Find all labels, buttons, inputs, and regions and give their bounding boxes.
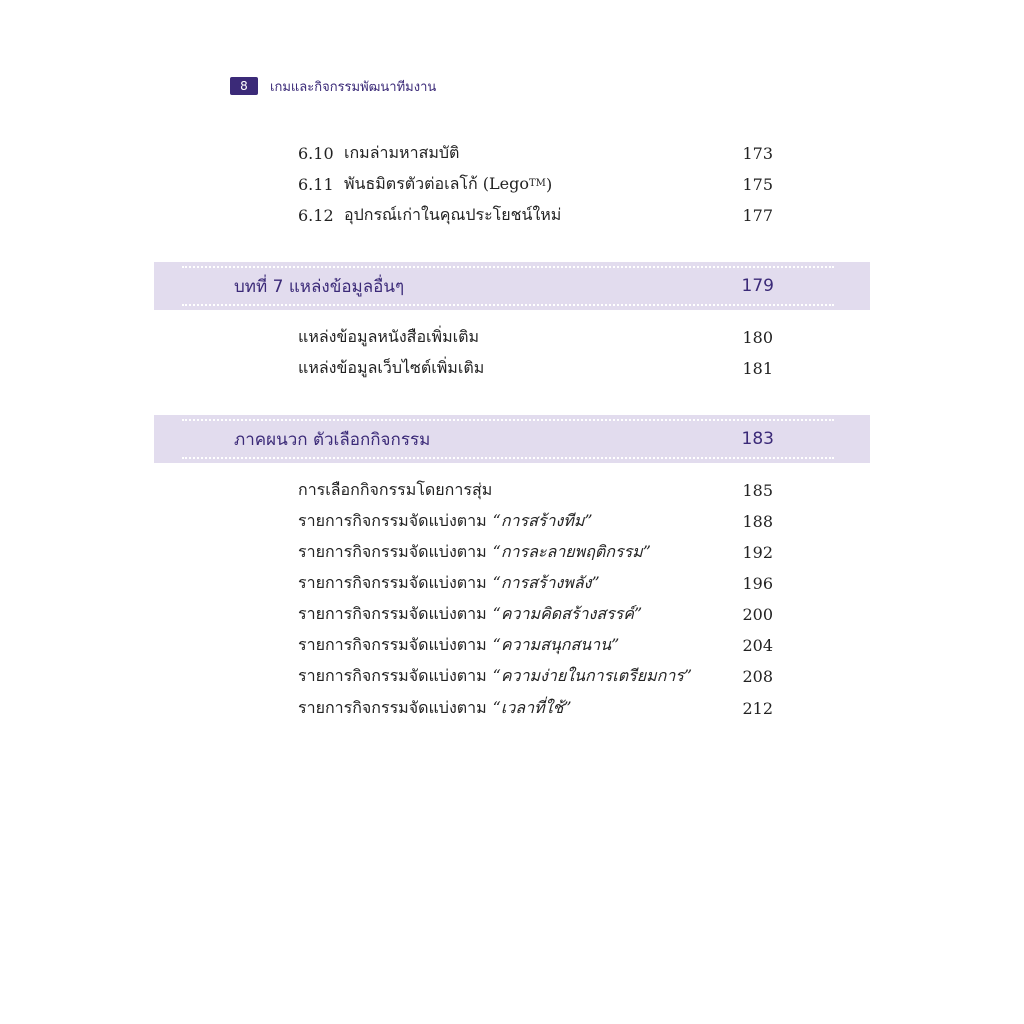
- entry-page: 208: [742, 666, 773, 686]
- running-header: [230, 76, 436, 96]
- toc-entry[interactable]: [298, 507, 773, 535]
- entry-number: 6.11: [298, 174, 334, 194]
- book-title: เกมและกิจกรรมพัฒนาทีมงาน: [270, 79, 437, 95]
- entry-page: 196: [742, 573, 773, 593]
- entry-page: 173: [742, 143, 773, 163]
- entry-category: “ความสนุกสนาน”: [492, 634, 620, 654]
- entry-category: “ความง่ายในการเตรียมการ”: [492, 665, 693, 685]
- entry-number: 6.10: [298, 143, 334, 163]
- toc-entry[interactable]: [298, 139, 773, 167]
- appendix-band[interactable]: [154, 415, 870, 463]
- entry-title: รายการกิจกรรมจัดแบ่งตาม: [298, 572, 487, 592]
- toc-entry[interactable]: [298, 476, 773, 504]
- entry-number: 6.12: [298, 205, 334, 225]
- entry-page: 177: [742, 205, 773, 225]
- entry-category: “การละลายพฤติกรรม”: [492, 541, 651, 561]
- entry-page: 181: [742, 358, 773, 378]
- toc-entry[interactable]: [298, 354, 773, 382]
- chapter-band[interactable]: [154, 262, 870, 310]
- entry-title: อุปกรณ์เก่าในคุณประโยชน์ใหม่: [344, 204, 562, 224]
- entry-title-suffix: ): [545, 174, 553, 194]
- entry-title: รายการกิจกรรมจัดแบ่งตาม: [298, 634, 487, 654]
- entry-category: “ความคิดสร้างสรรค์”: [492, 603, 643, 623]
- entry-page: 192: [742, 542, 773, 562]
- entry-title: พันธมิตรตัวต่อเลโก้ (Lego: [344, 173, 530, 193]
- toc-entry[interactable]: [298, 323, 773, 351]
- entry-page: 212: [742, 698, 773, 718]
- dotted-divider: [182, 304, 834, 306]
- appendix-page: 183: [741, 429, 774, 449]
- entry-title: รายการกิจกรรมจัดแบ่งตาม: [298, 541, 487, 561]
- entry-title: เกมล่ามหาสมบัติ: [344, 142, 460, 162]
- entry-title: การเลือกกิจกรรมโดยการสุ่ม: [298, 479, 493, 499]
- entry-category: “การสร้างทีม”: [492, 510, 593, 530]
- entry-title: รายการกิจกรรมจัดแบ่งตาม: [298, 665, 487, 685]
- chapter-page: 179: [741, 276, 774, 296]
- entry-page: 175: [742, 174, 773, 194]
- entry-title: รายการกิจกรรมจัดแบ่งตาม: [298, 603, 487, 623]
- toc-entry[interactable]: 6.11 พันธมิตรตัวต่อเลโก้ (Lego TM ) 175: [298, 170, 773, 198]
- entry-category: “การสร้างพลัง”: [492, 572, 600, 592]
- entry-page: 180: [742, 327, 773, 347]
- toc-entry[interactable]: [298, 662, 773, 690]
- toc-entry[interactable]: [298, 600, 773, 628]
- dotted-divider: [182, 457, 834, 459]
- entry-category: “เวลาที่ใช้”: [492, 697, 572, 717]
- appendix-title: ภาคผนวก ตัวเลือกกิจกรรม: [234, 429, 431, 450]
- entry-page: 185: [742, 480, 773, 500]
- toc-entry[interactable]: [298, 631, 773, 659]
- entry-title: แหล่งข้อมูลเว็บไซต์เพิ่มเติม: [298, 357, 485, 377]
- page-number-badge: 8: [230, 77, 258, 95]
- entry-title: รายการกิจกรรมจัดแบ่งตาม: [298, 697, 487, 717]
- toc-entry[interactable]: [298, 694, 773, 722]
- entry-page: 200: [742, 604, 773, 624]
- toc-entry[interactable]: [298, 569, 773, 597]
- toc-entry[interactable]: [298, 201, 773, 229]
- toc-entry[interactable]: [298, 538, 773, 566]
- entry-title: รายการกิจกรรมจัดแบ่งตาม: [298, 510, 487, 530]
- chapter-title: บทที่ 7 แหล่งข้อมูลอื่นๆ: [234, 276, 405, 297]
- entry-page: 188: [742, 511, 773, 531]
- entry-page: 204: [742, 635, 773, 655]
- entry-title: แหล่งข้อมูลหนังสือเพิ่มเติม: [298, 326, 480, 346]
